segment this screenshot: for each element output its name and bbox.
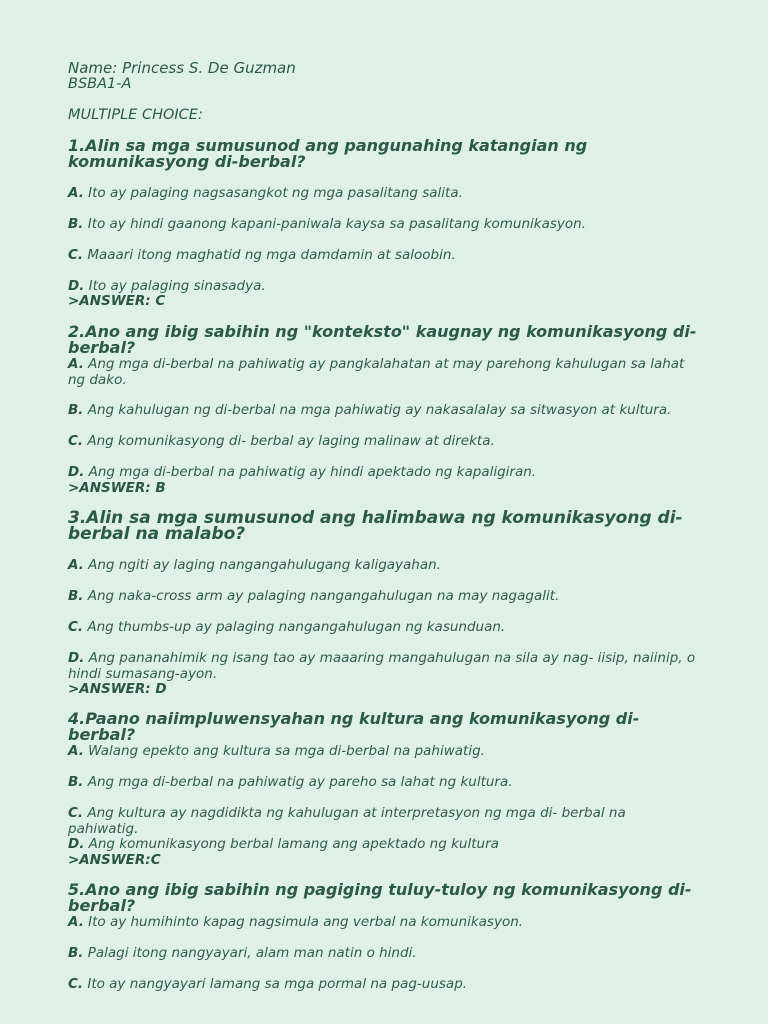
option-text: Ang kultura ay nagdidikta ng kahulugan at interpretasyon ng mga di- berbal na pahiwatig.	[68, 805, 626, 837]
question-2-option-b	[68, 402, 698, 418]
question-1-answer: >ANSWER: C	[68, 293, 166, 309]
option-text: Ito ay palaging nagsasangkot ng mga pasalitang salita.	[83, 185, 463, 201]
question-1-option-d	[68, 278, 698, 294]
question-4-option-c	[68, 805, 698, 837]
option-text: Ang mga di-berbal na pahiwatig ay pareho sa lahat ng kultura.	[83, 774, 513, 790]
option-letter: A.	[68, 557, 84, 573]
option-text: Palagi itong nangyayari, alam man natin o hindi.	[83, 945, 417, 961]
option-letter: A.	[68, 185, 84, 201]
option-text: Ang komunikasyong di- berbal ay laging malinaw at direkta.	[83, 433, 495, 449]
option-letter: B.	[68, 402, 84, 418]
option-letter: B.	[68, 588, 84, 604]
option-letter: D.	[68, 464, 85, 480]
option-text: Ang thumbs-up ay palaging nangangahulugan ng kasunduan.	[83, 619, 506, 635]
question-2-option-a	[68, 356, 698, 388]
option-letter: D.	[68, 836, 85, 852]
option-letter: C.	[68, 976, 84, 992]
option-text: Ang kahulugan ng di-berbal na mga pahiwatig ay nakasalalay sa sitwasyon at kultura.	[83, 402, 672, 418]
option-text: Ito ay nangyayari lamang sa mga pormal na pag-uusap.	[83, 976, 468, 992]
question-5-option-c	[68, 976, 698, 992]
option-text: Walang epekto ang kultura sa mga di-berbal na pahiwatig.	[83, 743, 485, 759]
option-text: Ang komunikasyong berbal lamang ang apektado ng kultura	[84, 836, 499, 852]
option-letter: C.	[68, 433, 84, 449]
question-3-title: 3.Alin sa mga sumusunod ang halimbawa ng komunikasyong di-berbal na malabo?	[68, 508, 683, 544]
option-letter: D.	[68, 650, 85, 666]
option-letter: C.	[68, 247, 84, 263]
question-3-option-a	[68, 557, 698, 573]
question-4-option-d	[68, 836, 698, 852]
option-text: Maaari itong maghatid ng mga damdamin at saloobin.	[83, 247, 456, 263]
student-section: BSBA1-A	[68, 76, 132, 92]
option-letter: A.	[68, 914, 84, 930]
question-4-option-b	[68, 774, 698, 790]
option-letter: C.	[68, 619, 84, 635]
option-text: Ito ay hindi gaanong kapani-paniwala kaysa sa pasalitang komunikasyon.	[83, 216, 587, 232]
section-heading: MULTIPLE CHOICE:	[68, 107, 203, 123]
question-1-option-a	[68, 185, 698, 201]
question-1-option-b	[68, 216, 698, 232]
option-text: Ang pananahimik ng isang tao ay maaaring mangahulugan na sila ay nag- iisip, naiinip, o hindi sumasang-ayon.	[68, 650, 696, 682]
student-name: Name: Princess S. De Guzman	[68, 59, 296, 77]
question-2-title: 2.Ano ang ibig sabihin ng "konteksto" kaugnay ng komunikasyong di-berbal?	[68, 322, 697, 357]
option-letter: B.	[68, 774, 84, 790]
question-5-option-b	[68, 945, 698, 961]
option-letter: B.	[68, 945, 84, 961]
option-text: Ang mga di-berbal na pahiwatig ay pangkalahatan at may parehong kahulugan sa lahat ng dako.	[68, 356, 685, 388]
question-4-title: 4.Paano naiimpluwensyahan ng kultura ang komunikasyong di-berbal?	[68, 709, 640, 744]
question-1-title: 1.Alin sa mga sumusunod ang pangunahing katangian ng komunikasyong di-berbal?	[68, 136, 588, 171]
option-letter: D.	[68, 278, 85, 294]
question-5-title: 5.Ano ang ibig sabihin ng pagiging tuluy-tuloy ng komunikasyong di-berbal?	[68, 880, 692, 915]
option-text: Ang ngiti ay laging nangangahulugang kaligayahan.	[83, 557, 441, 573]
option-letter: C.	[68, 805, 84, 821]
question-1-option-c	[68, 247, 698, 263]
option-letter: A.	[68, 356, 84, 372]
question-4-answer: >ANSWER:C	[68, 852, 161, 868]
question-2-option-c	[68, 433, 698, 449]
question-5-option-a	[68, 914, 698, 930]
option-text: Ito ay palaging sinasadya.	[84, 278, 266, 294]
option-letter: B.	[68, 216, 84, 232]
question-3-answer: >ANSWER: D	[68, 681, 167, 697]
question-2-option-d	[68, 464, 698, 480]
option-text: Ito ay humihinto kapag nagsimula ang verbal na komunikasyon.	[83, 914, 524, 930]
question-3-option-c	[68, 619, 698, 635]
option-text: Ang mga di-berbal na pahiwatig ay hindi apektado ng kapaligiran.	[84, 464, 537, 480]
option-text: Ang naka-cross arm ay palaging nangangahulugan na may nagagalit.	[83, 588, 560, 604]
question-3-option-b	[68, 588, 698, 604]
question-3-option-d	[68, 650, 698, 682]
option-letter: A.	[68, 743, 84, 759]
question-4-option-a	[68, 743, 698, 759]
question-2-answer: >ANSWER: B	[68, 480, 166, 496]
